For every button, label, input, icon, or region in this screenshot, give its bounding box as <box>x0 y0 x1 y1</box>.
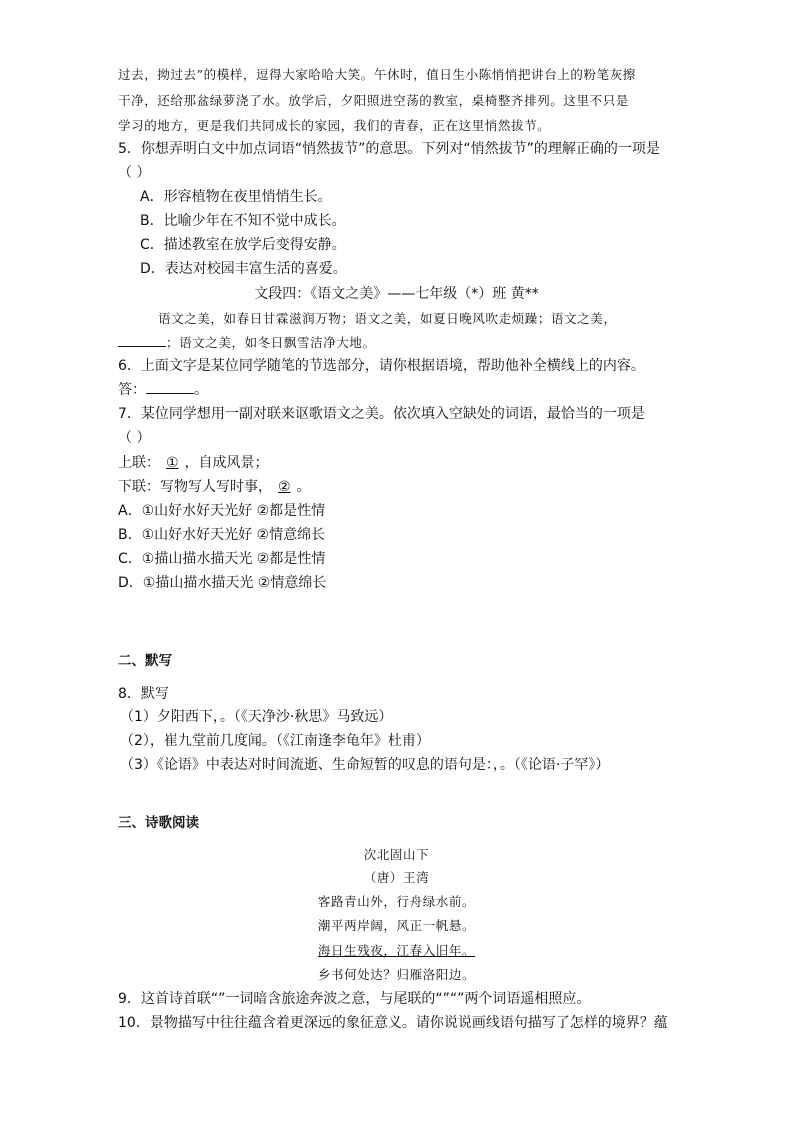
answer-paren: （ ） <box>118 430 151 446</box>
poem-author: （唐）王湾 <box>363 870 430 885</box>
option-a: A．形容植物在夜里悄悄生长。 <box>140 189 332 205</box>
couplet-text: ，自成风景； <box>184 455 269 471</box>
fill-blank[interactable] <box>118 334 166 347</box>
answer-blank[interactable] <box>146 381 194 394</box>
answer-end: 。 <box>194 382 208 398</box>
passage-line: 过去，拗过去”的模样，逗得大家哈哈大笑。午休时，值日生小陈悄悄把讲台上的粉笔灰擦 <box>118 67 636 82</box>
couplet-text: 下联：写物写人写时事， <box>118 479 272 495</box>
couplet-end: 。 <box>296 479 311 495</box>
answer-line <box>118 381 208 399</box>
poem-line: 潮平两岸阔，风正一帆悬。 <box>317 918 476 933</box>
passage-line: 学习的地方，更是我们共同成长的家园，我们的青春，正在这里悄然拔节。 <box>118 118 551 133</box>
passage-text: ；语文之美，如冬日飘雪洁净大地。 <box>166 335 376 350</box>
section-title: 文段四：《语文之美》——七年级（*）班 黄** <box>254 286 539 302</box>
section-heading: 三、诗歌阅读 <box>118 815 199 831</box>
option-d: D．①描山描水描天光 ②情意绵长 <box>118 575 327 591</box>
recitation-item-3: （3）《论语》中表达对时间流逝、生命短暂的叹息的语句是：，。（《论语·子罕》） <box>120 757 610 773</box>
option-c: C．①描山描水描天光 ②都是性情 <box>118 551 326 567</box>
poem-line: 乡书何处达？归雁洛阳边。 <box>317 967 476 982</box>
section-heading: 二、默写 <box>118 653 172 669</box>
question-6-stem: 6．上面文字是某位同学随笔的节选部分，请你根据语境，帮助他补全横线上的内容。 <box>118 358 645 374</box>
option-b: B．比喻少年在不知不觉中成长。 <box>140 213 346 229</box>
option-b: B．①山好水好天光好 ②情意绵长 <box>118 527 326 543</box>
underlined-verse: 海日生残夜，江春入旧年。 <box>317 943 476 958</box>
poem-line-underlined <box>0 942 793 960</box>
couplet-label: 上联： <box>118 455 160 471</box>
question-8-stem: 8．默写 <box>118 686 169 702</box>
option-d: D．表达对校园丰富生活的喜爱。 <box>140 261 347 277</box>
question-7-stem: 7．某位同学想用一副对联来讴歌语文之美。依次填入空缺处的词语，最恰当的一项是 <box>118 406 645 422</box>
question-10-stem: 10．景物描写中往往蕴含着更深远的象征意义。请你说说画线语句描写了怎样的境界？蕴 <box>118 1015 668 1031</box>
passage-line: 干净，还给那盆绿萝浇了水。放学后，夕阳照进空荡的教室，桌椅整齐排列。这里不只是 <box>118 93 629 108</box>
poem-line: 客路青山外，行舟绿水前。 <box>317 894 476 909</box>
passage-line: 语文之美，如春日甘霖滋润万物；语文之美，如夏日晚风吹走烦躁；语文之美， <box>158 311 617 326</box>
answer-paren: （ ） <box>118 165 151 181</box>
option-c: C．描述教室在放学后变得安静。 <box>140 237 346 253</box>
question-5-stem: 5．你想弄明白文中加点词语“悄然拔节”的意思。下列对“悄然拔节”的理解正确的一项是 <box>118 141 660 157</box>
recitation-item-1: （1）夕阳西下，。（《天净沙·秋思》马致远） <box>120 709 393 725</box>
option-a: A．①山好水好天光好 ②都是性情 <box>118 503 326 519</box>
couplet-upper <box>118 454 269 472</box>
couplet-slot-2: ② <box>278 479 291 495</box>
poem-title: 次北固山下 <box>363 847 430 862</box>
couplet-lower <box>118 478 311 496</box>
couplet-slot-1: ① <box>166 455 179 471</box>
question-9-stem: 9．这首诗首联“”一词暗含旅途奔波之意，与尾联的“”“”两个词语遥相照应。 <box>118 991 591 1007</box>
recitation-item-2: （2），崔九堂前几度闻。（《江南逢李龟年》杜甫） <box>120 733 430 749</box>
answer-label: 答： <box>118 382 146 398</box>
passage-line <box>118 334 376 352</box>
